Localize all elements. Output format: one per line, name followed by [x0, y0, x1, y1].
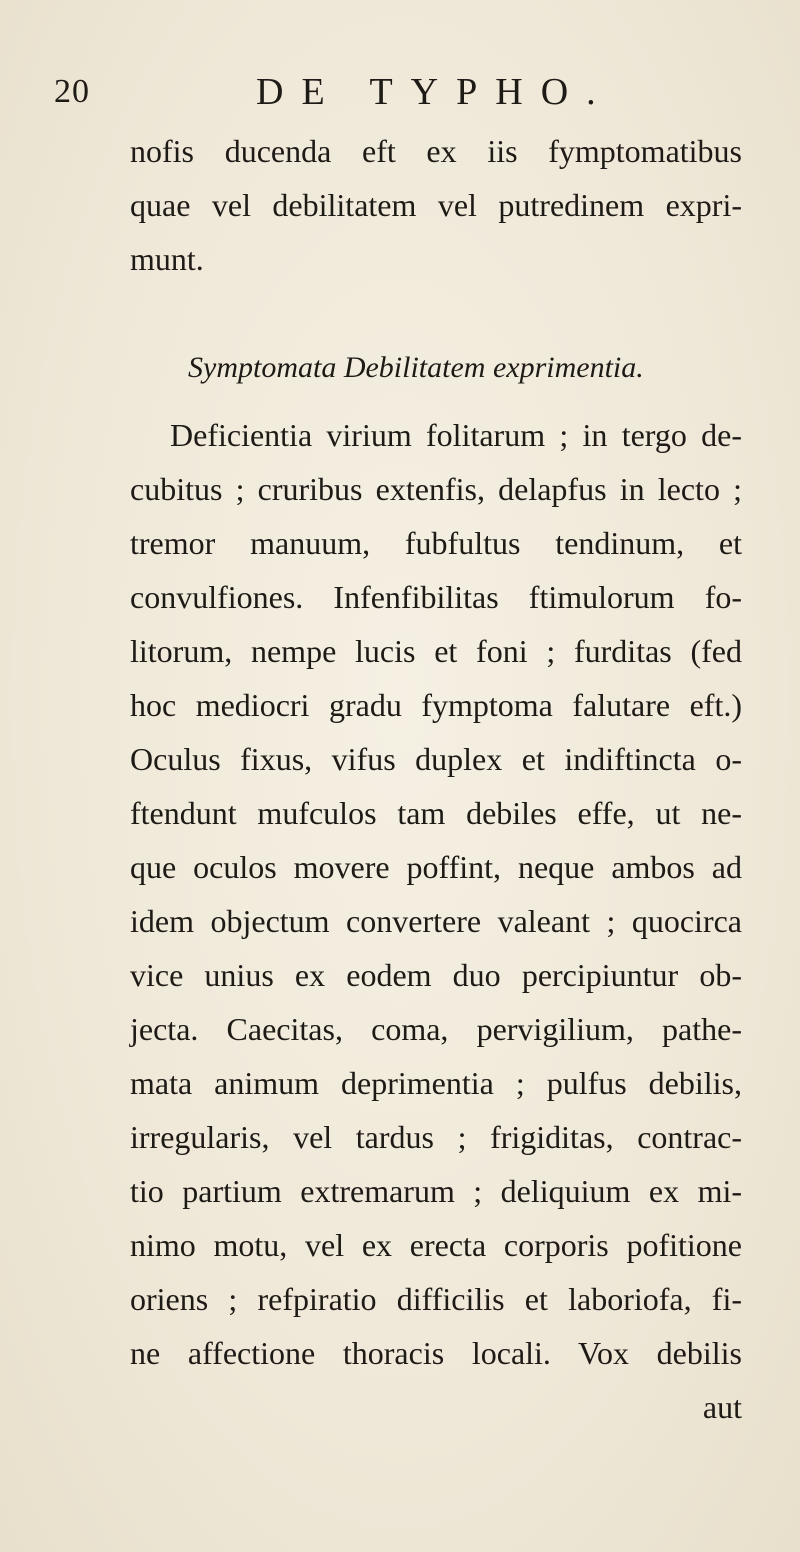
text-line: Oculus fixus, vifus duplex et indiftincta o-	[130, 741, 742, 777]
text-line: oriens ; refpiratio difficilis et laboriofa, fi-	[130, 1281, 742, 1317]
text-line: que oculos movere poffint, neque ambos ad	[130, 849, 742, 885]
text-line: ftendunt mufculos tam debiles effe, ut ne-	[130, 795, 742, 831]
paragraph-symptoms	[130, 408, 742, 1434]
catchword: aut	[702, 1389, 742, 1425]
text-line: nofis ducenda eft ex iis fymptomatibus	[130, 133, 742, 169]
text-line: irregularis, vel tardus ; frigiditas, contrac-	[130, 1119, 742, 1155]
text-line: litorum, nempe lucis et foni ; furditas (fed	[130, 633, 742, 669]
text-line: ne affectione thoracis locali. Vox debilis	[130, 1335, 742, 1371]
text-line: jecta. Caecitas, coma, pervigilium, pathe-	[130, 1011, 742, 1047]
text-line: hoc mediocri gradu fymptoma falutare eft.)	[130, 687, 742, 723]
text-line: quae vel debilitatem vel putredinem expri-	[130, 187, 742, 223]
text-line: munt.	[130, 241, 204, 277]
page-number: 20	[54, 73, 90, 110]
running-title: DE TYPHO.	[256, 71, 614, 113]
text-line: Deficientia virium folitarum ; in tergo de-	[170, 417, 742, 453]
text-line: cubitus ; cruribus extenfis, delapfus in lecto ;	[130, 471, 742, 507]
text-line: tio partium extremarum ; deliquium ex mi-	[130, 1173, 742, 1209]
text-line: idem objectum convertere valeant ; quocirca	[130, 903, 742, 939]
text-line: vice unius ex eodem duo percipiuntur ob-	[130, 957, 742, 993]
section-heading: Symptomata Debilitatem exprimentia.	[188, 351, 644, 384]
text-line: convulfiones. Infenfibilitas ftimulorum fo-	[130, 579, 742, 615]
text-line: nimo motu, vel ex erecta corporis pofitione	[130, 1227, 742, 1263]
paragraph-continued	[130, 124, 742, 286]
running-head	[0, 72, 800, 112]
text-line: tremor manuum, fubfultus tendinum, et	[130, 525, 742, 561]
text-line: mata animum deprimentia ; pulfus debilis,	[130, 1065, 742, 1101]
